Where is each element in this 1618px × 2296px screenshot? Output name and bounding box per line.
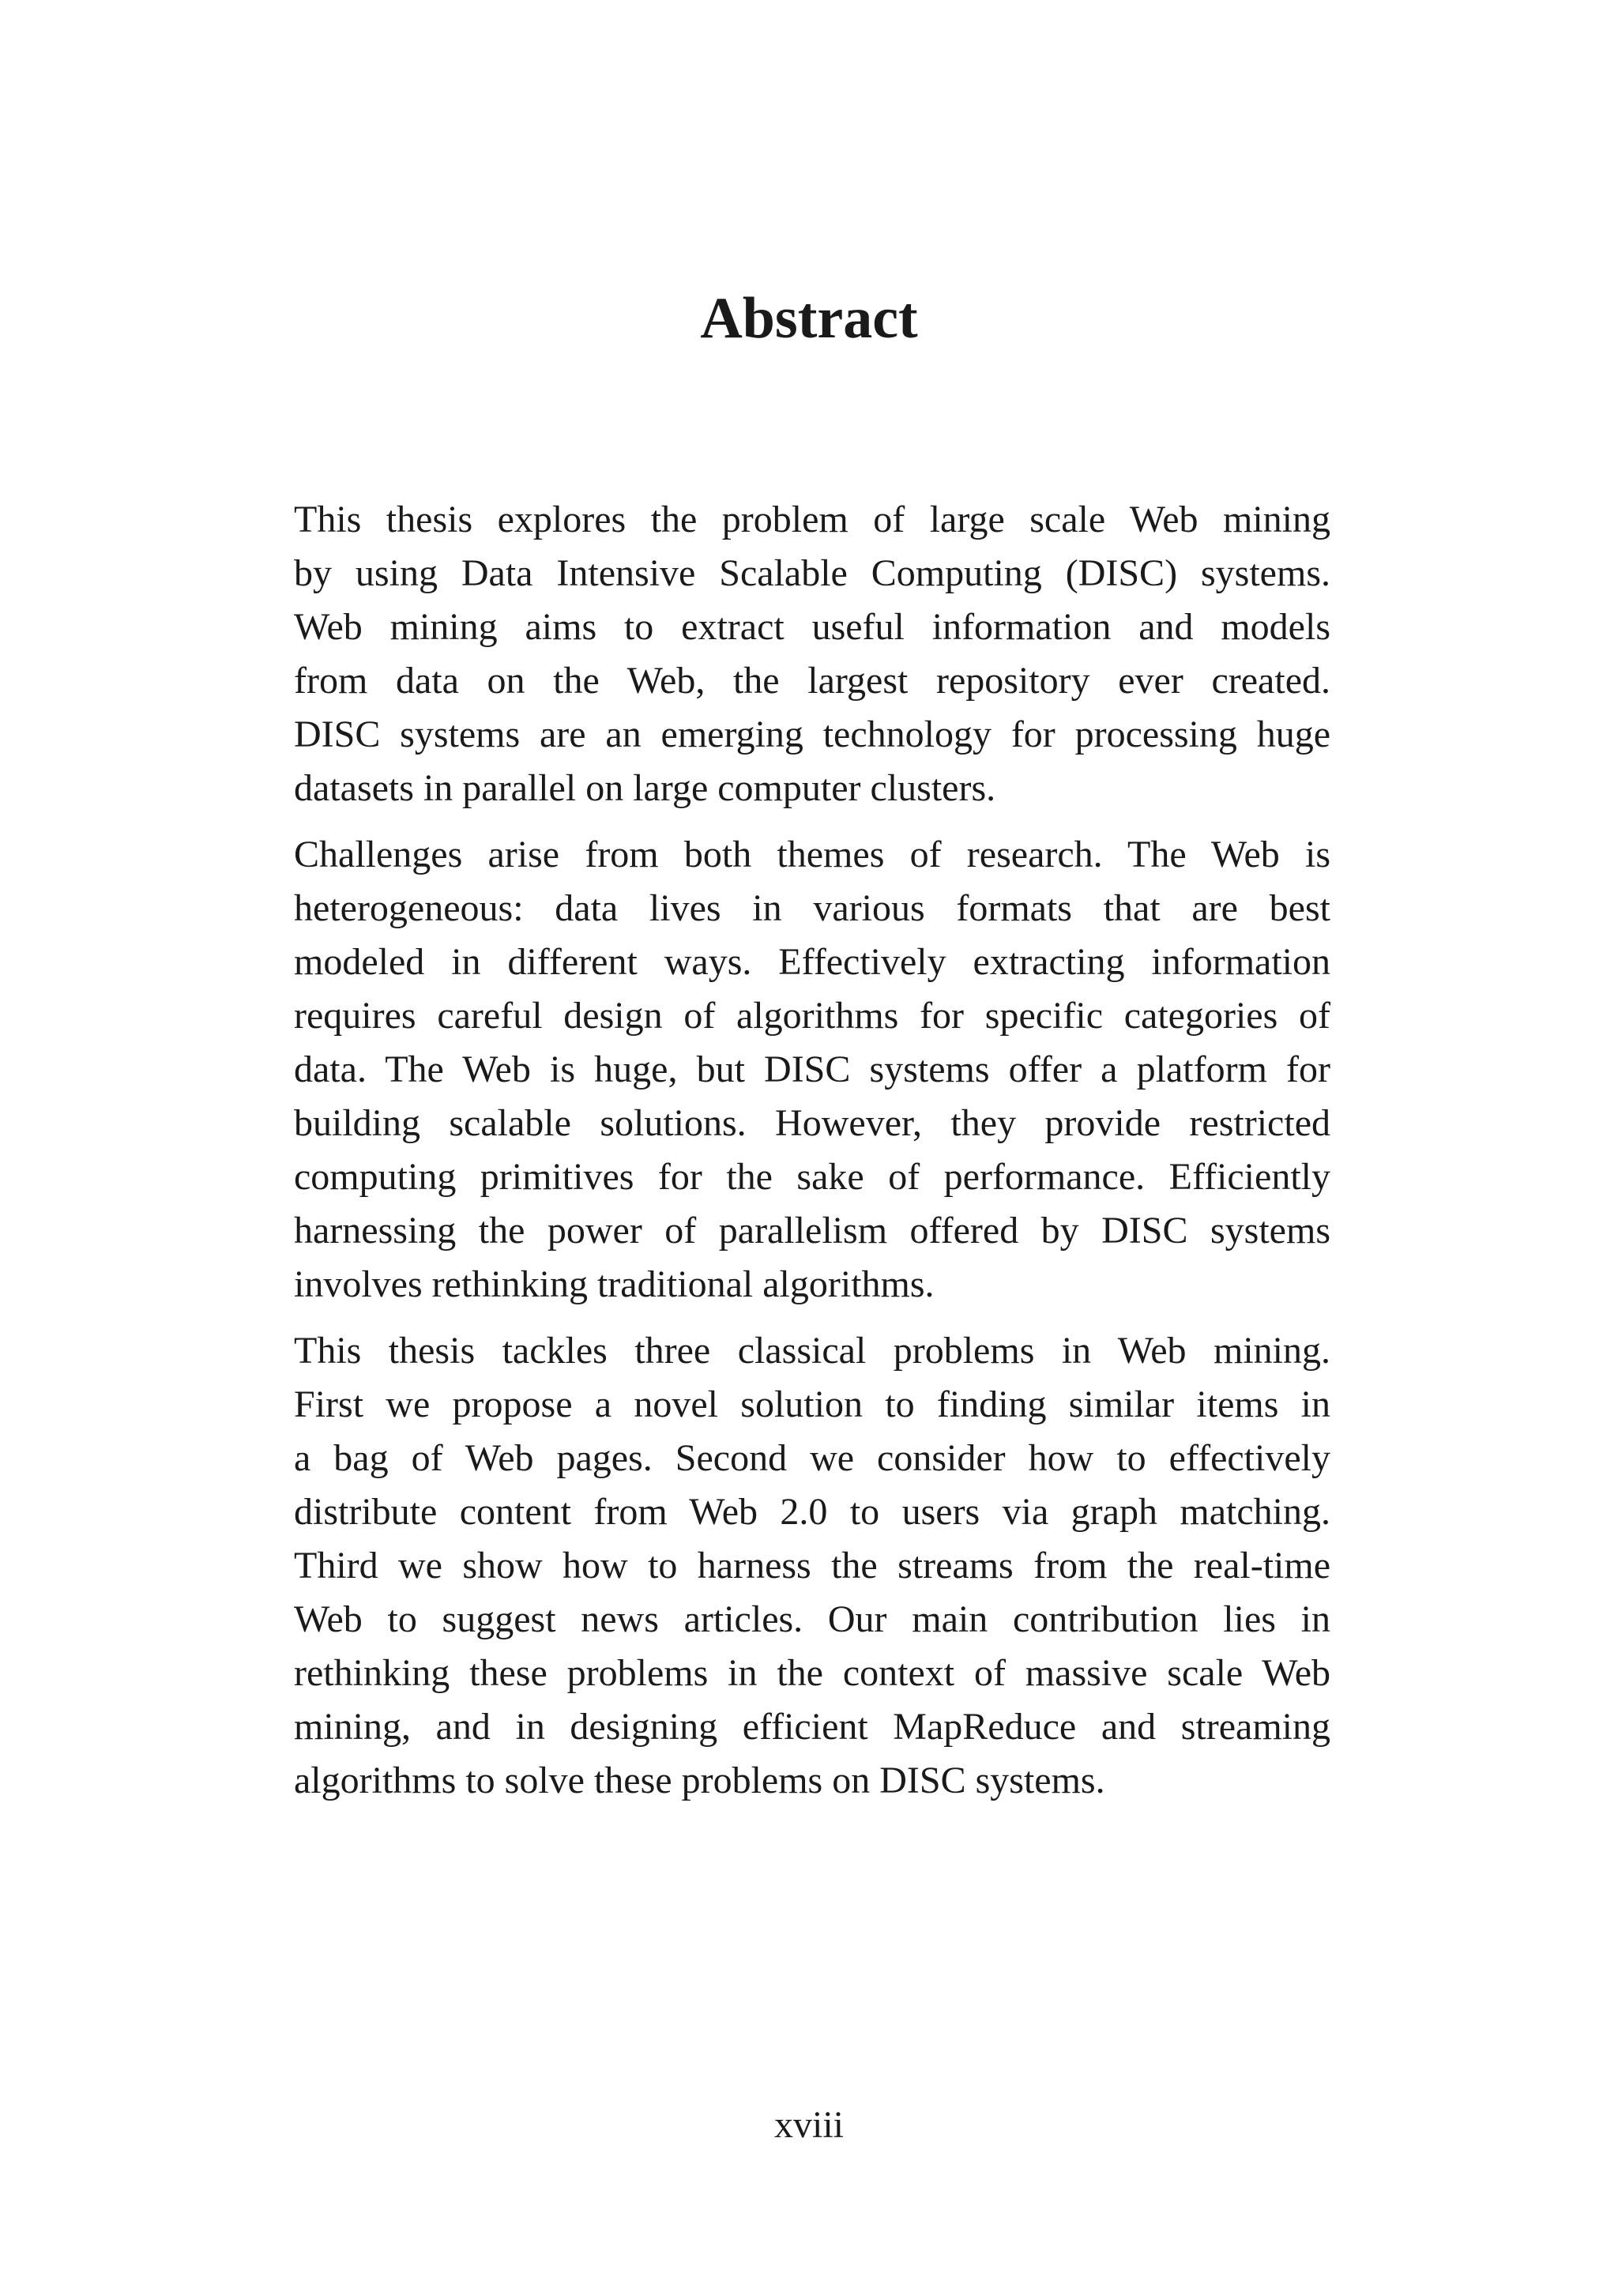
text-line: heterogeneous: data lives in various formats that are best <box>294 887 1330 929</box>
page-title: Abstract <box>700 286 918 351</box>
text-line: distribute content from Web 2.0 to users via graph matching. <box>294 1491 1330 1533</box>
text-line: harnessing the power of parallelism offered by DISC systems <box>294 1210 1330 1252</box>
text-line: requires careful design of algorithms for specific categories of <box>294 995 1330 1037</box>
text-line: Third we show how to harness the streams from the real-time <box>294 1545 1330 1586</box>
text-line: algorithms to solve these problems on DISC systems. <box>294 1760 1105 1801</box>
text-line: DISC systems are an emerging technology for processing huge <box>294 713 1330 755</box>
text-line: rethinking these problems in the context of massive scale Web <box>294 1652 1330 1694</box>
text-line: from data on the Web, the largest repository ever created. <box>294 660 1330 702</box>
text-line: mining, and in designing efficient MapReduce and streaming <box>294 1706 1330 1748</box>
text-line: computing primitives for the sake of performance. Efficiently <box>294 1156 1330 1198</box>
page-number: xviii <box>773 2104 844 2146</box>
text-line: This thesis tackles three classical problems in Web mining. <box>294 1330 1330 1372</box>
text-line: This thesis explores the problem of large scale Web mining <box>294 499 1330 540</box>
text-line: a bag of Web pages. Second we consider how to effectively <box>294 1437 1330 1479</box>
text-line: Web to suggest news articles. Our main contribution lies in <box>294 1598 1330 1640</box>
text-line: modeled in different ways. Effectively extracting information <box>294 941 1330 983</box>
paragraph-1 <box>294 493 1330 815</box>
text-line: datasets in parallel on large computer clusters. <box>294 767 996 809</box>
text-line: First we propose a novel solution to finding similar items in <box>294 1383 1330 1425</box>
text-line: data. The Web is huge, but DISC systems offer a platform for <box>294 1048 1330 1090</box>
text-line: building scalable solutions. However, they provide restricted <box>294 1102 1330 1144</box>
abstract-body <box>294 493 1330 1820</box>
paragraph-3 <box>294 1324 1330 1808</box>
text-line: involves rethinking traditional algorithms. <box>294 1263 935 1305</box>
text-line: by using Data Intensive Scalable Computing (DISC) systems. <box>294 552 1330 594</box>
text-line: Web mining aims to extract useful information and models <box>294 606 1330 648</box>
paragraph-2 <box>294 828 1330 1312</box>
text-line: Challenges arise from both themes of research. The Web is <box>294 834 1330 875</box>
